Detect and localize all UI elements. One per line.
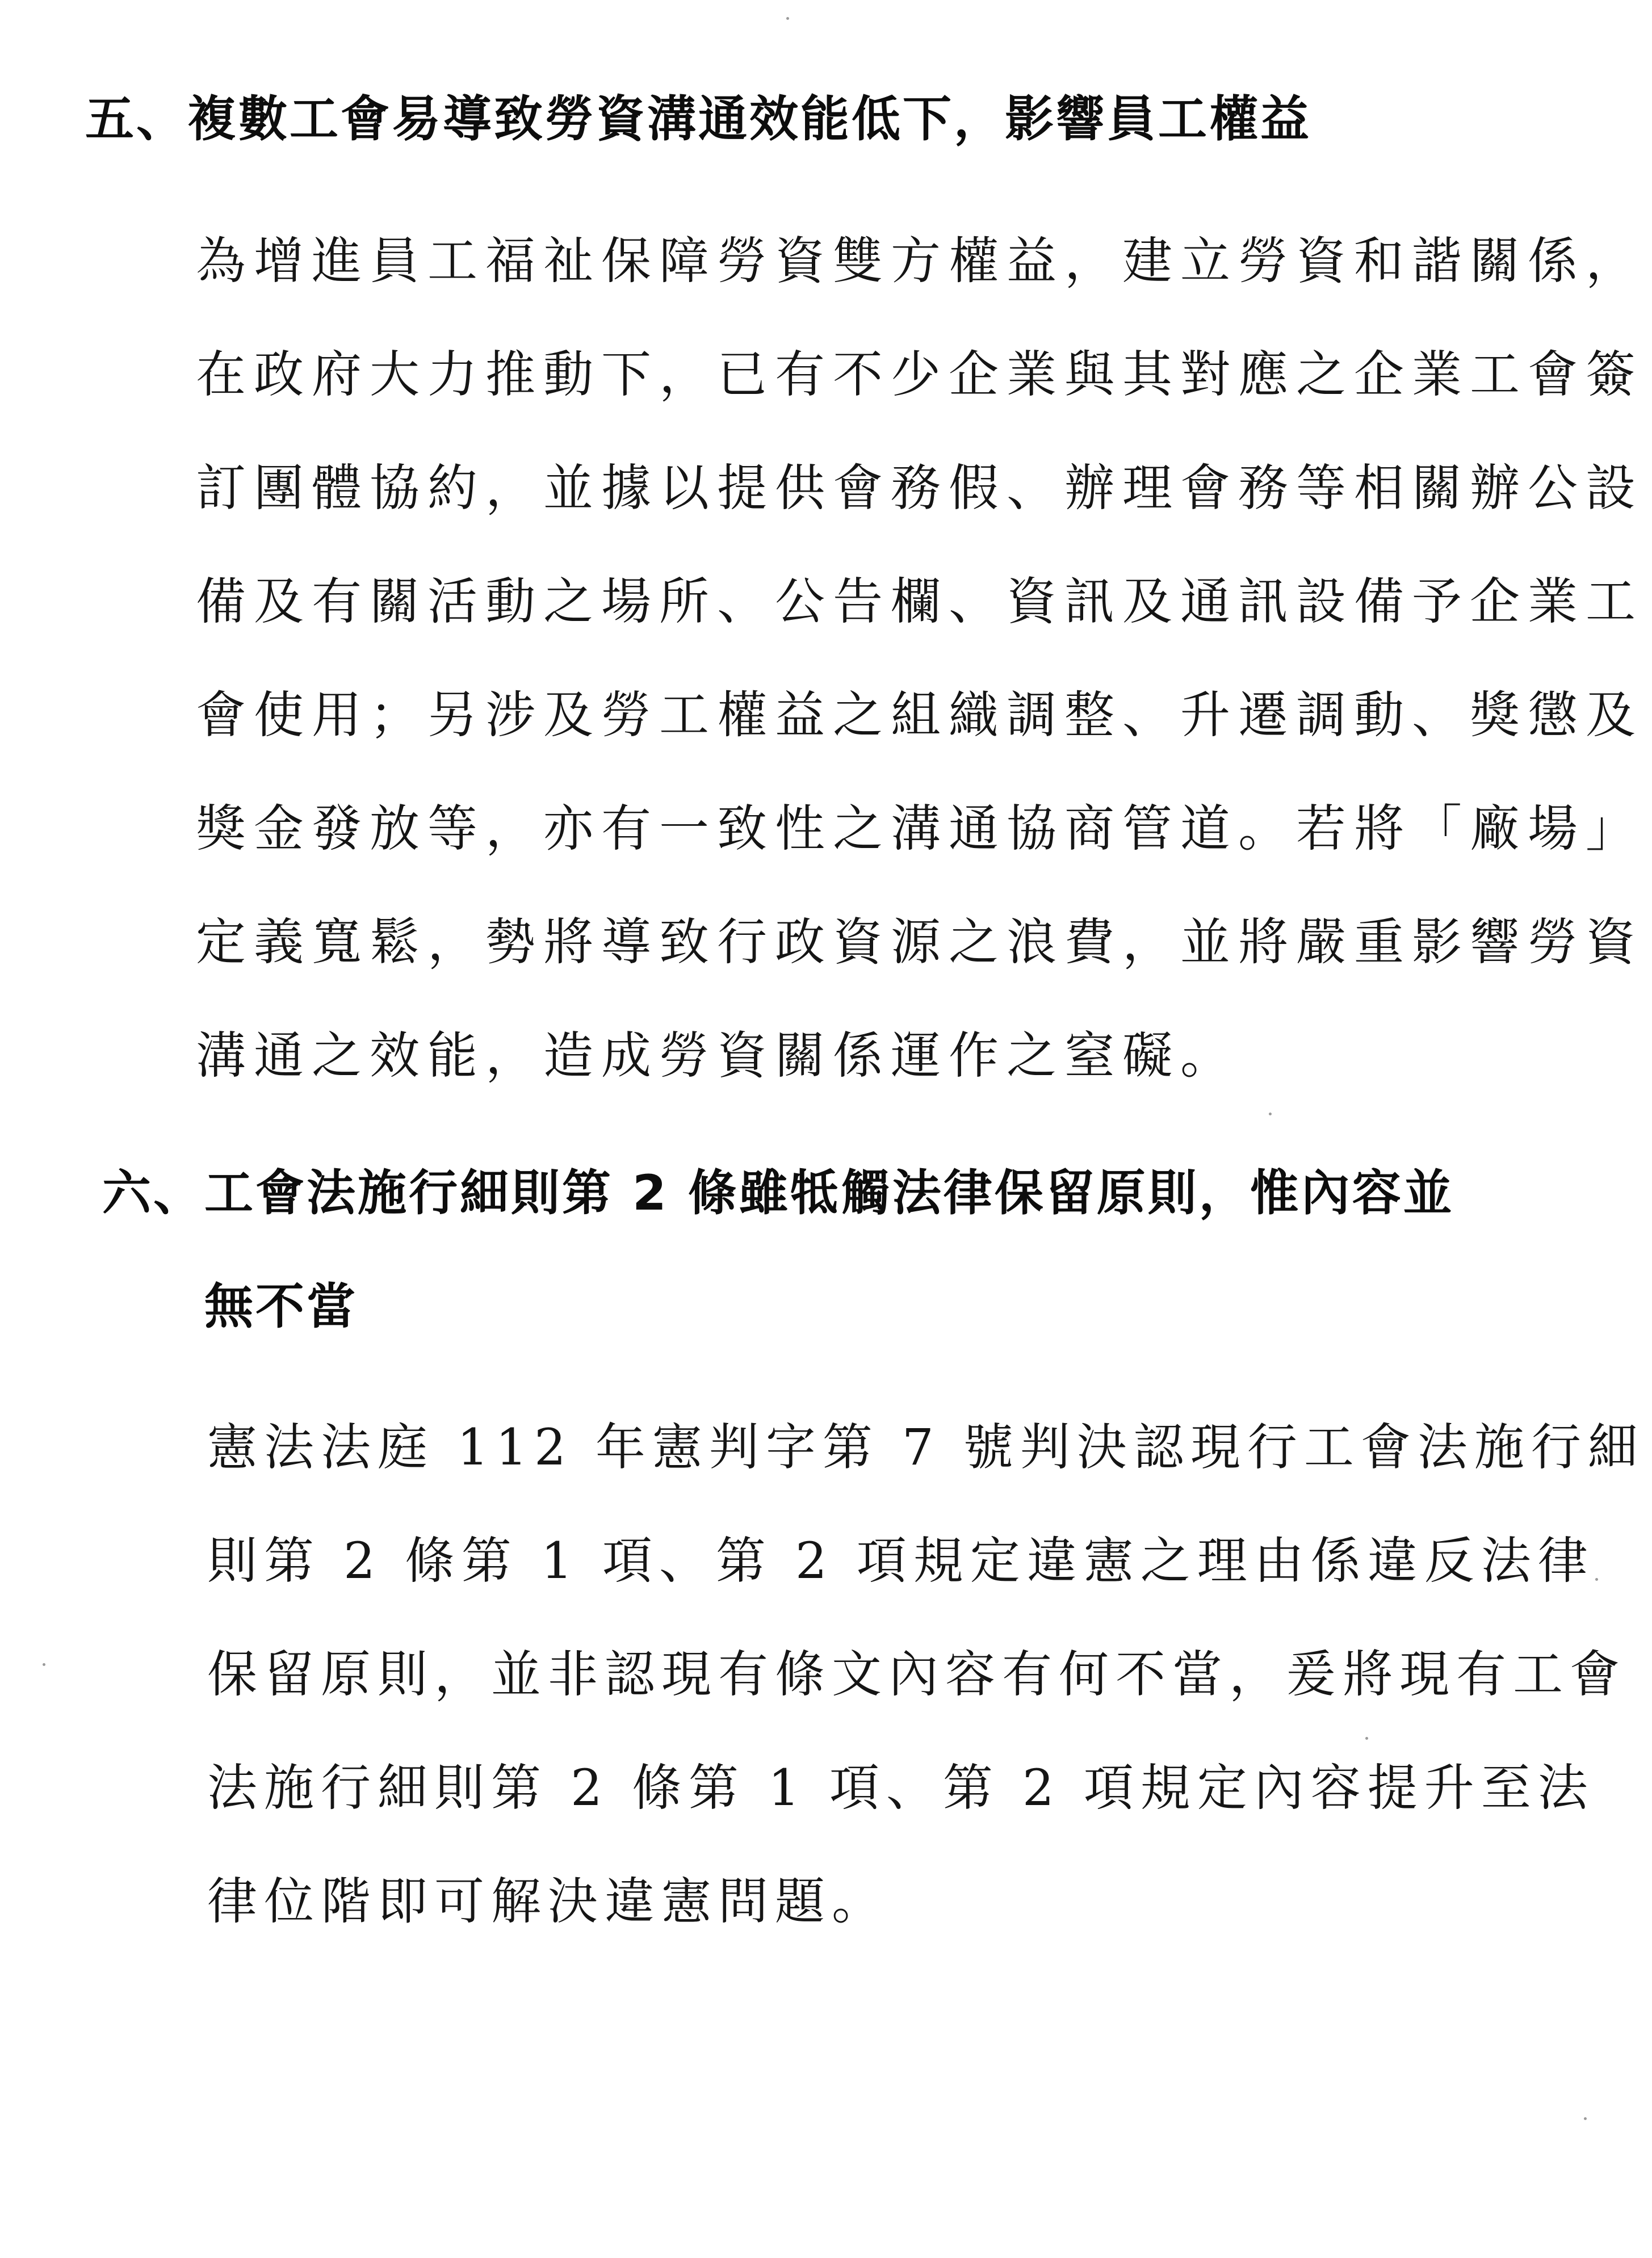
- scan-speck: [1595, 1578, 1598, 1581]
- paragraph-line: 訂團體協約，並據以提供會務假、辦理會務等相關辦公設: [196, 459, 1644, 517]
- scan-speck: [1269, 1113, 1272, 1115]
- paragraph-line: 定義寬鬆，勢將導致行政資源之浪費，並將嚴重影響勞資: [196, 913, 1644, 971]
- paragraph-line: 法施行細則第 2 條第 1 項、第 2 項規定內容提升至法: [207, 1758, 1595, 1817]
- scan-speck: [1584, 2117, 1587, 2120]
- paragraph-line: 備及有關活動之場所、公告欄、資訊及通訊設備予企業工: [196, 572, 1644, 631]
- scan-speck: [43, 1663, 45, 1666]
- section-6-heading-continued: 無不當: [204, 1278, 358, 1335]
- section-5-heading: 五、複數工會易導致勞資溝通效能低下，影響員工權益: [85, 91, 1311, 148]
- paragraph-line: 會使用；另涉及勞工權益之組織調整、升遷調動、獎懲及: [196, 686, 1644, 744]
- paragraph-line: 獎金發放等，亦有一致性之溝通協商管道。若將「廠場」: [196, 799, 1644, 858]
- scan-speck: [1365, 1737, 1368, 1740]
- paragraph-line: 在政府大力推動下，已有不少企業與其對應之企業工會簽: [196, 345, 1644, 404]
- paragraph-line: 則第 2 條第 1 項、第 2 項規定違憲之理由係違反法律: [207, 1531, 1595, 1590]
- paragraph-line: 溝通之效能，造成勞資關係運作之窒礙。: [196, 1026, 1239, 1085]
- section-6-heading: 六、工會法施行細則第 2 條雖牴觸法律保留原則，惟內容並: [102, 1165, 1454, 1222]
- paragraph-line: 保留原則，並非認現有條文內容有何不當，爰將現有工會: [207, 1645, 1627, 1703]
- paragraph-line: 為增進員工福祉保障勞資雙方權益，建立勞資和諧關係，: [196, 232, 1644, 290]
- paragraph-line: 律位階即可解決違憲問題。: [207, 1872, 889, 1930]
- paragraph-line: 憲法法庭 112 年憲判字第 7 號判決認現行工會法施行細: [207, 1418, 1645, 1476]
- scan-speck: [786, 17, 789, 20]
